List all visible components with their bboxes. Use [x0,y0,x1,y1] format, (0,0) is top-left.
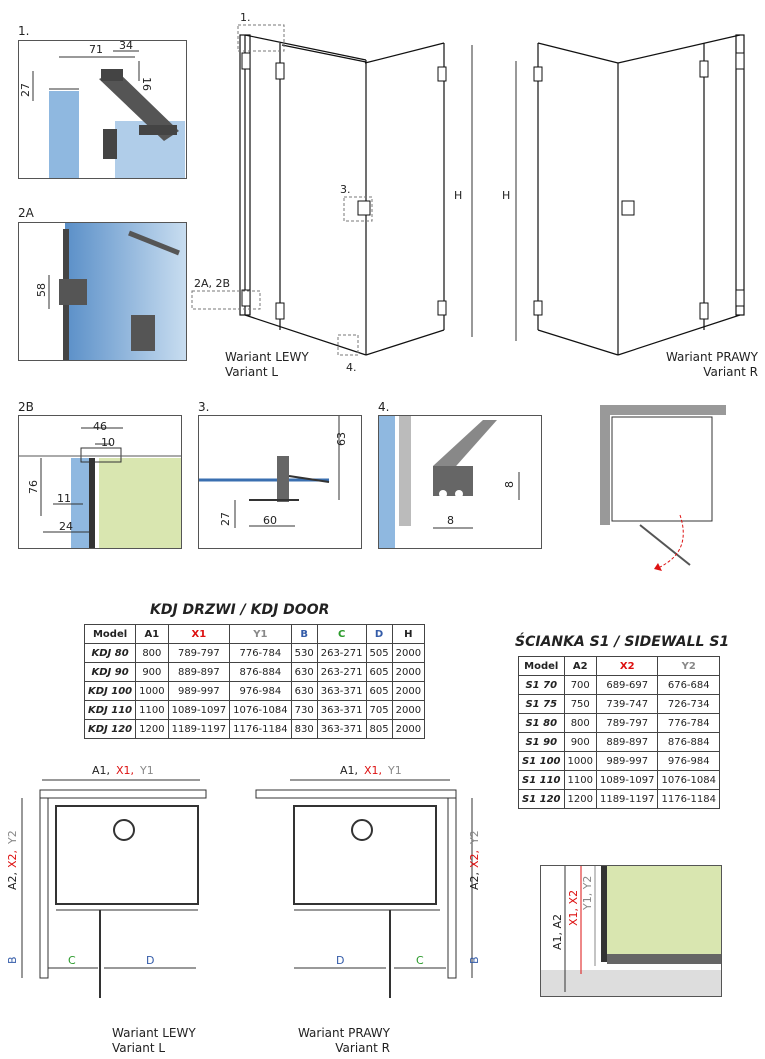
detail-2a-label: 2A [18,206,34,220]
table-cell: S1 100 [519,752,565,771]
door-header-d: D [366,625,392,644]
plan-left-caption [112,1026,212,1056]
table-cell: 739-747 [596,695,658,714]
variant-left-caption [225,350,325,380]
table-cell: 605 [366,663,392,682]
callout-1: 1. [240,11,251,24]
plan-left-x2: X2, [6,849,19,868]
table-cell: 676-684 [658,676,720,695]
door-header-b: B [291,625,317,644]
dim-46: 46 [93,420,107,433]
main-view-right [500,5,760,365]
table-cell: 830 [291,720,317,739]
table-cell: 630 [291,663,317,682]
table-cell: S1 80 [519,714,565,733]
sidewall-detail-panel [540,865,722,997]
detail-1-label: 1. [18,24,30,38]
table-cell: KDJ 120 [85,720,136,739]
table-row [519,695,720,714]
plan-left-line1: Wariant LEWY [112,1026,196,1040]
table-cell: 1089-1097 [168,701,230,720]
detail-3-drawing [199,416,361,548]
door-swing-plan [600,405,750,585]
callout-3: 3. [340,183,351,196]
plan-left-a: A1, [92,764,111,777]
table-cell: 889-897 [168,663,230,682]
table-cell: 876-884 [658,733,720,752]
dim-h-left: H [454,189,463,202]
plan-right-line1: Wariant PRAWY [297,1026,390,1040]
door-header-x1: X1 [168,625,230,644]
dim-16: 16 [140,77,153,91]
dim-34: 34 [119,39,133,52]
door-header-model: Model [85,625,136,644]
table-cell: 900 [136,663,168,682]
table-row [85,701,425,720]
table-cell: 726-734 [658,695,720,714]
side-header-y2: Y2 [658,657,720,676]
table-row [519,771,720,790]
callout-4: 4. [346,361,357,374]
door-table-title: KDJ DRZWI / KDJ DOOR [150,602,330,618]
plan-right-y2: Y2 [468,830,481,844]
door-header-h: H [392,625,424,644]
plan-right-line2: Variant R [335,1041,390,1055]
dim-63: 63 [335,432,348,446]
table-cell: 750 [564,695,596,714]
table-cell: 1189-1197 [596,790,658,809]
table-cell: 1189-1197 [168,720,230,739]
table-cell: S1 120 [519,790,565,809]
side-header-x2: X2 [596,657,658,676]
table-cell: 889-897 [596,733,658,752]
side-table-title: ŚCIANKA S1 / SIDEWALL S1 [515,634,730,650]
plan-left-y: Y1 [140,764,154,777]
side-header-model: Model [519,657,565,676]
variant-right-caption [640,350,758,380]
table-cell: 363-371 [317,701,366,720]
table-cell: 789-797 [168,644,230,663]
side-header-a2: A2 [564,657,596,676]
table-cell: 530 [291,644,317,663]
detail-4-drawing [379,416,541,548]
door-header-a1: A1 [136,625,168,644]
table-cell: 776-784 [658,714,720,733]
variant-left-line2: Variant L [225,365,279,379]
dim-71: 71 [89,43,103,56]
dim-11: 11 [57,492,71,505]
table-cell: S1 70 [519,676,565,695]
sidewall-y: Y1, Y2 [581,875,594,910]
detail-3-panel [198,415,362,549]
plan-left-line2: Variant L [112,1041,166,1055]
table-cell: 700 [564,676,596,695]
table-row [85,720,425,739]
table-cell: 605 [366,682,392,701]
table-row [85,682,425,701]
table-cell: 1076-1084 [658,771,720,790]
dim-58: 58 [35,283,48,297]
table-cell: 2000 [392,644,424,663]
table-cell: 2000 [392,663,424,682]
table-cell: 789-797 [596,714,658,733]
table-cell: S1 75 [519,695,565,714]
table-cell: 976-984 [658,752,720,771]
door-table-header [85,625,425,644]
table-row [519,676,720,695]
table-cell: 363-371 [317,682,366,701]
side-table [518,656,720,809]
table-cell: KDJ 80 [85,644,136,663]
table-cell: 2000 [392,720,424,739]
table-cell: 505 [366,644,392,663]
table-cell: 730 [291,701,317,720]
table-cell: 800 [564,714,596,733]
table-cell: S1 90 [519,733,565,752]
dim-8a: 8 [503,481,516,488]
detail-1-panel [18,40,187,179]
table-cell: 1176-1184 [658,790,720,809]
table-row [85,644,425,663]
table-row [519,733,720,752]
plan-right-caption [280,1026,390,1056]
plan-right-c: C [416,954,424,967]
plan-right-a: A1, [340,764,359,777]
table-cell: 363-371 [317,720,366,739]
variant-left-line1: Wariant LEWY [225,350,309,364]
plan-right-y: Y1 [388,764,402,777]
table-cell: 776-784 [230,644,292,663]
detail-2b-drawing [19,416,181,548]
plan-left-a2: A2, [6,871,19,890]
table-cell: 900 [564,733,596,752]
table-cell: 989-997 [596,752,658,771]
plan-right [250,760,480,1020]
detail-2a-panel [18,222,187,361]
table-cell: 876-884 [230,663,292,682]
plan-right-d: D [336,954,345,967]
table-cell: KDJ 110 [85,701,136,720]
dim-76: 76 [27,480,40,494]
table-row [519,714,720,733]
table-cell: KDJ 90 [85,663,136,682]
table-cell: 1176-1184 [230,720,292,739]
dim-60: 60 [263,514,277,527]
table-cell: 263-271 [317,644,366,663]
detail-3-label: 3. [198,400,210,414]
table-cell: 2000 [392,682,424,701]
variant-right-line1: Wariant PRAWY [665,350,758,364]
plan-left-x: X1, [116,764,135,777]
plan-right-x2: X2, [468,849,481,868]
door-header-y1: Y1 [230,625,292,644]
table-cell: 800 [136,644,168,663]
detail-2b-label: 2B [18,400,34,414]
table-cell: 1200 [136,720,168,739]
table-cell: 1100 [136,701,168,720]
door-header-c: C [317,625,366,644]
table-cell: 1000 [136,682,168,701]
dim-24: 24 [59,520,73,533]
sidewall-a: A1, A2 [551,913,564,950]
dim-27: 27 [19,83,32,97]
dim-h-right: H [502,189,511,202]
table-row [519,752,720,771]
plan-right-b: B [468,956,481,964]
table-cell: 1076-1084 [230,701,292,720]
detail-4-label: 4. [378,400,390,414]
table-cell: 263-271 [317,663,366,682]
table-cell: 705 [366,701,392,720]
table-cell: 689-697 [596,676,658,695]
table-cell: 976-984 [230,682,292,701]
detail-4-panel [378,415,542,549]
plan-left-c: C [68,954,76,967]
table-row [85,663,425,682]
door-table [84,624,425,739]
plan-left [0,760,230,1020]
plan-right-a2: A2, [468,871,481,890]
table-cell: 1089-1097 [596,771,658,790]
dim-8b: 8 [447,514,454,527]
detail-2b-panel [18,415,182,549]
plan-left-d: D [146,954,155,967]
table-cell: 1100 [564,771,596,790]
table-cell: S1 110 [519,771,565,790]
variant-right-line2: Variant R [703,365,758,379]
detail-1-drawing [19,41,186,178]
sidewall-x: X1, X2 [567,889,580,926]
table-cell: 1200 [564,790,596,809]
table-cell: 2000 [392,701,424,720]
table-cell: 805 [366,720,392,739]
dim-10: 10 [101,436,115,449]
table-cell: KDJ 100 [85,682,136,701]
plan-right-x: X1, [364,764,383,777]
callout-2ab: 2A, 2B [194,277,231,290]
detail-2a-drawing [19,223,186,360]
table-cell: 1000 [564,752,596,771]
plan-left-y2: Y2 [6,830,19,844]
plan-left-b: B [6,956,19,964]
table-row [519,790,720,809]
side-table-header [519,657,720,676]
dim-27b: 27 [219,512,232,526]
table-cell: 989-997 [168,682,230,701]
table-cell: 630 [291,682,317,701]
sidewall-detail-drawing [541,866,721,996]
